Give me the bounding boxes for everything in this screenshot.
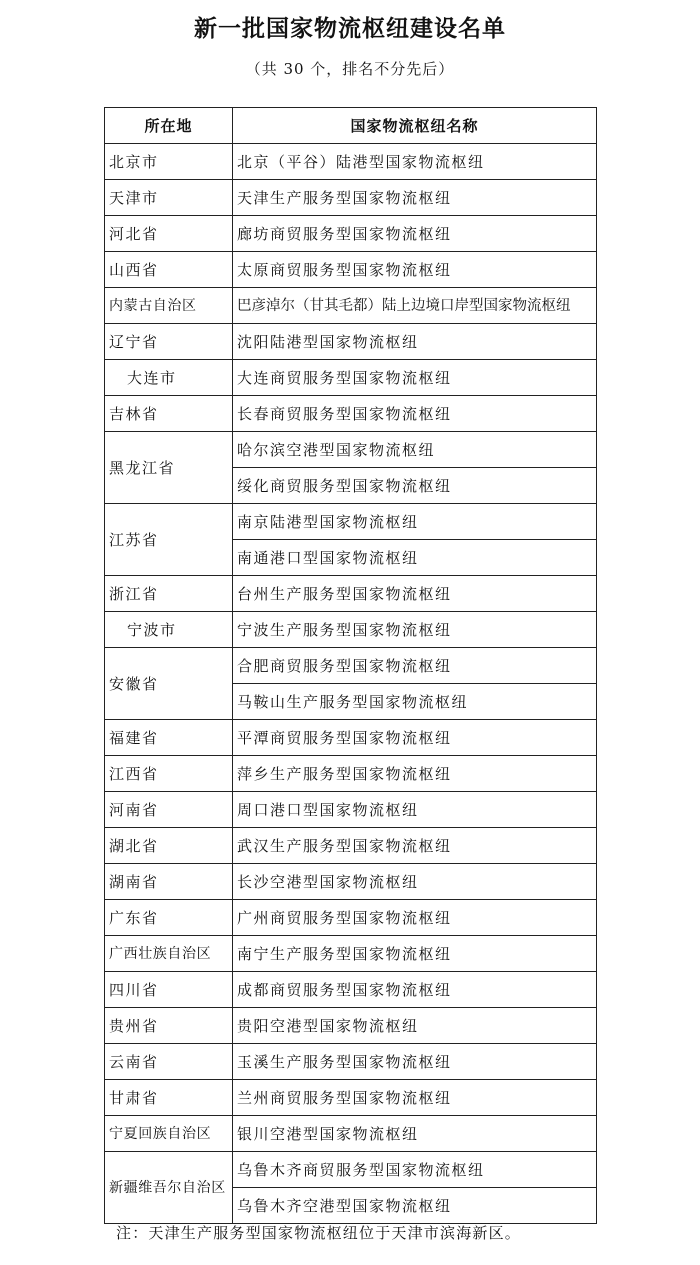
hub-name-cell: 廊坊商贸服务型国家物流枢纽	[233, 216, 597, 252]
hub-name-cell: 台州生产服务型国家物流枢纽	[233, 576, 597, 612]
location-cell: 甘肃省	[105, 1080, 233, 1116]
table-row	[105, 144, 597, 180]
location-cell: 山西省	[105, 252, 233, 288]
table-row	[105, 432, 597, 468]
table-row	[105, 1116, 597, 1152]
hub-name-cell: 南宁生产服务型国家物流枢纽	[233, 936, 597, 972]
location-cell: 河南省	[105, 792, 233, 828]
hub-name-cell: 乌鲁木齐空港型国家物流枢纽	[233, 1188, 597, 1224]
table-row	[105, 1008, 597, 1044]
hub-name-cell: 南通港口型国家物流枢纽	[233, 540, 597, 576]
hub-name-cell: 太原商贸服务型国家物流枢纽	[233, 252, 597, 288]
location-cell: 湖北省	[105, 828, 233, 864]
table-header-row	[105, 108, 597, 144]
location-cell: 宁夏回族自治区	[105, 1116, 233, 1152]
hub-name-cell: 长沙空港型国家物流枢纽	[233, 864, 597, 900]
table-row	[105, 936, 597, 972]
location-cell: 浙江省	[105, 576, 233, 612]
hub-name-cell: 沈阳陆港型国家物流枢纽	[233, 324, 597, 360]
table-row	[105, 612, 597, 648]
table-row	[105, 576, 597, 612]
hub-name-cell: 平潭商贸服务型国家物流枢纽	[233, 720, 597, 756]
hub-name-cell: 宁波生产服务型国家物流枢纽	[233, 612, 597, 648]
table-row	[105, 504, 597, 540]
hub-name-cell: 绥化商贸服务型国家物流枢纽	[233, 468, 597, 504]
hub-name-cell: 玉溪生产服务型国家物流枢纽	[233, 1044, 597, 1080]
location-cell: 大连市	[105, 360, 233, 396]
table-row	[105, 756, 597, 792]
hub-name-cell: 大连商贸服务型国家物流枢纽	[233, 360, 597, 396]
table-row	[105, 648, 597, 684]
hub-name-cell: 天津生产服务型国家物流枢纽	[233, 180, 597, 216]
location-cell: 广西壮族自治区	[105, 936, 233, 972]
footnote: 注：天津生产服务型国家物流枢纽位于天津市滨海新区。	[116, 1224, 522, 1242]
hub-name-cell: 巴彦淖尔（甘其毛都）陆上边境口岸型国家物流枢纽	[233, 288, 597, 324]
table-row	[105, 792, 597, 828]
location-cell: 四川省	[105, 972, 233, 1008]
hub-name-cell: 武汉生产服务型国家物流枢纽	[233, 828, 597, 864]
hub-name-cell: 合肥商贸服务型国家物流枢纽	[233, 648, 597, 684]
table-row	[105, 252, 597, 288]
location-cell: 北京市	[105, 144, 233, 180]
location-cell: 吉林省	[105, 396, 233, 432]
location-cell: 贵州省	[105, 1008, 233, 1044]
header-hub-name: 国家物流枢纽名称	[233, 108, 597, 144]
table-row	[105, 864, 597, 900]
location-cell: 江西省	[105, 756, 233, 792]
table-row	[105, 360, 597, 396]
header-location: 所在地	[105, 108, 233, 144]
location-cell: 内蒙古自治区	[105, 288, 233, 324]
location-cell: 广东省	[105, 900, 233, 936]
location-cell: 河北省	[105, 216, 233, 252]
table-row	[105, 324, 597, 360]
hub-name-cell: 成都商贸服务型国家物流枢纽	[233, 972, 597, 1008]
table-row	[105, 1080, 597, 1116]
hub-name-cell: 银川空港型国家物流枢纽	[233, 1116, 597, 1152]
table-row	[105, 180, 597, 216]
hub-name-cell: 贵阳空港型国家物流枢纽	[233, 1008, 597, 1044]
location-cell: 新疆维吾尔自治区	[105, 1152, 233, 1224]
location-cell: 辽宁省	[105, 324, 233, 360]
hub-name-cell: 周口港口型国家物流枢纽	[233, 792, 597, 828]
table-row	[105, 216, 597, 252]
location-cell: 福建省	[105, 720, 233, 756]
location-cell: 黑龙江省	[105, 432, 233, 504]
hub-name-cell: 马鞍山生产服务型国家物流枢纽	[233, 684, 597, 720]
location-cell: 安徽省	[105, 648, 233, 720]
table-row	[105, 828, 597, 864]
hub-name-cell: 广州商贸服务型国家物流枢纽	[233, 900, 597, 936]
table-row	[105, 900, 597, 936]
table-row	[105, 720, 597, 756]
table-row	[105, 1044, 597, 1080]
page-subtitle: （共 30 个，排名不分先后）	[245, 60, 455, 78]
hub-name-cell: 南京陆港型国家物流枢纽	[233, 504, 597, 540]
location-cell: 江苏省	[105, 504, 233, 576]
location-cell: 天津市	[105, 180, 233, 216]
hub-list-table	[104, 107, 597, 1224]
hub-name-cell: 北京（平谷）陆港型国家物流枢纽	[233, 144, 597, 180]
location-cell: 云南省	[105, 1044, 233, 1080]
table-row	[105, 396, 597, 432]
location-cell: 湖南省	[105, 864, 233, 900]
hub-name-cell: 哈尔滨空港型国家物流枢纽	[233, 432, 597, 468]
hub-name-cell: 乌鲁木齐商贸服务型国家物流枢纽	[233, 1152, 597, 1188]
table-row	[105, 972, 597, 1008]
hub-name-cell: 萍乡生产服务型国家物流枢纽	[233, 756, 597, 792]
table-row	[105, 288, 597, 324]
location-cell: 宁波市	[105, 612, 233, 648]
hub-name-cell: 兰州商贸服务型国家物流枢纽	[233, 1080, 597, 1116]
table-row	[105, 1152, 597, 1188]
hub-name-cell: 长春商贸服务型国家物流枢纽	[233, 396, 597, 432]
page-title: 新一批国家物流枢纽建设名单	[194, 16, 506, 42]
